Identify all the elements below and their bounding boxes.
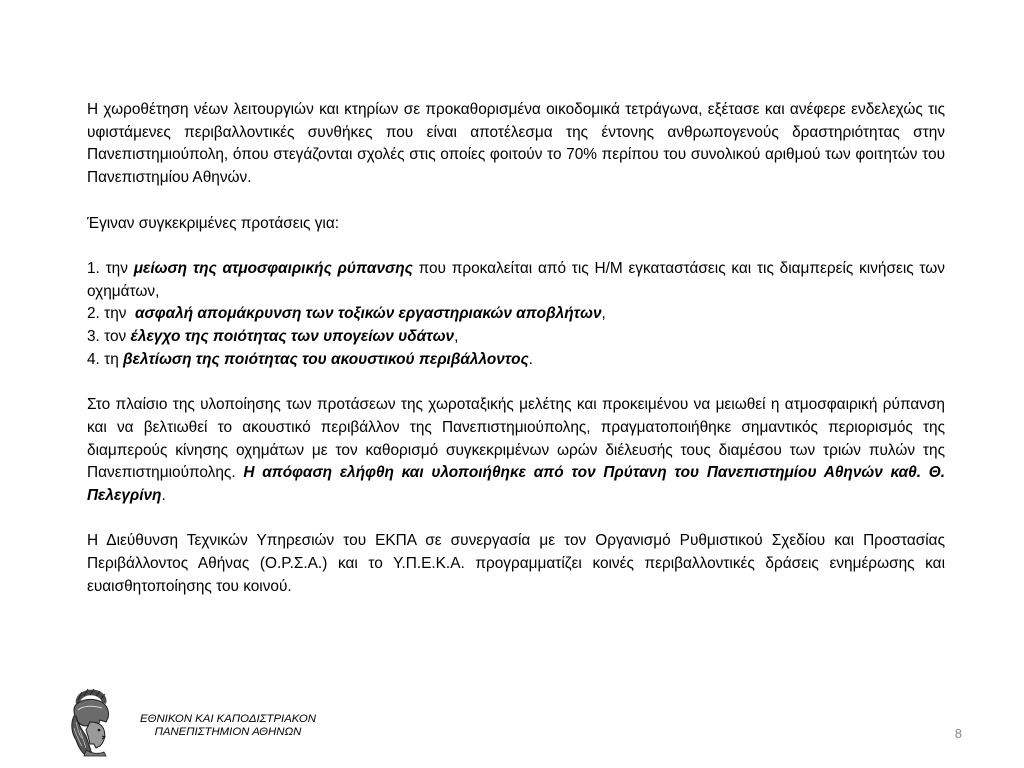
decision-emphasis: Η απόφαση ελήφθη και υλοποιήθηκε από τον Πρύτανη του Πανεπιστημίου Αθηνών καθ. Θ. Πελεγρίνη [87,464,946,504]
proposal-item-4 [87,349,945,372]
implementation-text: Στο πλαίσιο της υλοποίησης των προτάσεων της χωροταξικής μελέτης και προκειμένου να μειωθεί η ατμοσφαιρική ρύπανση και να βελτιωθεί το ακουστικό περιβάλλον της Πανεπιστημιούπολης, πραγματοποιήθηκε σημαντικός περιορισμός της διαμπερούς κίνησης οχημάτων με τον καθορισμό συγκεκριμένων ωρών διέλευσής τους διαμέσου των τριών πυλών της Πανεπιστημιούπολης. [87,396,945,482]
proposal-suffix: , [454,328,459,345]
spacer [87,371,945,394]
closing-paragraph: Η Διεύθυνση Τεχνικών Υπηρεσιών του ΕΚΠΑ σε συνεργασία με τον Οργανισμό Ρυθμιστικού Σχεδίου και Προστασίας Περιβάλλοντος Αθήνας (Ο.Ρ.Σ.Α.) και το Υ.Π.Ε.Κ.Α. προγραμματίζει κοινές περιβαλλοντικές δράσεις ενημέρωσης και ευαισθητοποίησης του κοινού. [87,532,945,595]
proposal-prefix: 4. τη [87,350,124,368]
proposal-emphasis: ασφαλή απομάκρυνση των τοξικών εργαστηριακών αποβλήτων [135,305,602,323]
proposal-emphasis: έλεγχο της ποιότητας των υπογείων υδάτων [130,328,455,345]
implementation-paragraph [87,394,945,508]
slide-body [87,99,945,598]
proposal-item-3 [87,326,945,349]
proposal-suffix: . [528,350,533,368]
proposal-item-2 [87,303,945,326]
spacer [87,190,945,213]
athena-helmet-logo-icon [62,686,122,758]
proposal-item-1 [87,258,945,303]
university-name-line-1: ΕΘΝΙΚΟΝ ΚΑΙ ΚΑΠΟΔΙΣΤΡΙΑΚΟΝ [140,713,316,725]
proposal-prefix: 1. την [87,259,134,277]
proposal-emphasis: μείωση της ατμοσφαιρικής ρύπανσης [133,259,413,277]
proposal-prefix: 3. τον [87,328,131,345]
intro-paragraph: Η χωροθέτηση νέων λειτουργιών και κτηρίων σε προκαθορισμένα οικοδομικά τετράγωνα, εξέτασε και ανέφερε ενδελεχώς τις υφιστάμενες περιβαλλοντικές συνθήκες που είναι αποτέλεσμα της έντονης ανθρωπογενούς δραστηριότητας στην Πανεπιστημιούπολη, όπου στεγάζονται σχολές στις οποίες φοιτούν το 70% περίπου του συνολικού αριθμού των φοιτητών του Πανεπιστημίου Αθηνών. [87,101,945,187]
page-number: 8 [954,726,962,741]
proposal-emphasis: βελτίωση της ποιότητας του ακουστικού περιβάλλοντος [123,350,529,368]
proposal-prefix: 2. την [87,305,135,323]
university-name [140,713,316,739]
proposal-suffix: που προκαλείται από τις Η/Μ εγκαταστάσεις και τις διαμπερείς κινήσεις των οχημάτων, [87,259,945,300]
university-name-line-2: ΠΑΝΕΠΙΣΤΗΜΙΟΝ ΑΘΗΝΩΝ [154,726,302,738]
proposal-suffix: , [601,305,606,323]
spacer [87,235,945,258]
implementation-suffix: . [161,486,166,504]
proposals-heading: Έγιναν συγκεκριμένες προτάσεις για: [87,214,339,232]
spacer [87,508,945,531]
